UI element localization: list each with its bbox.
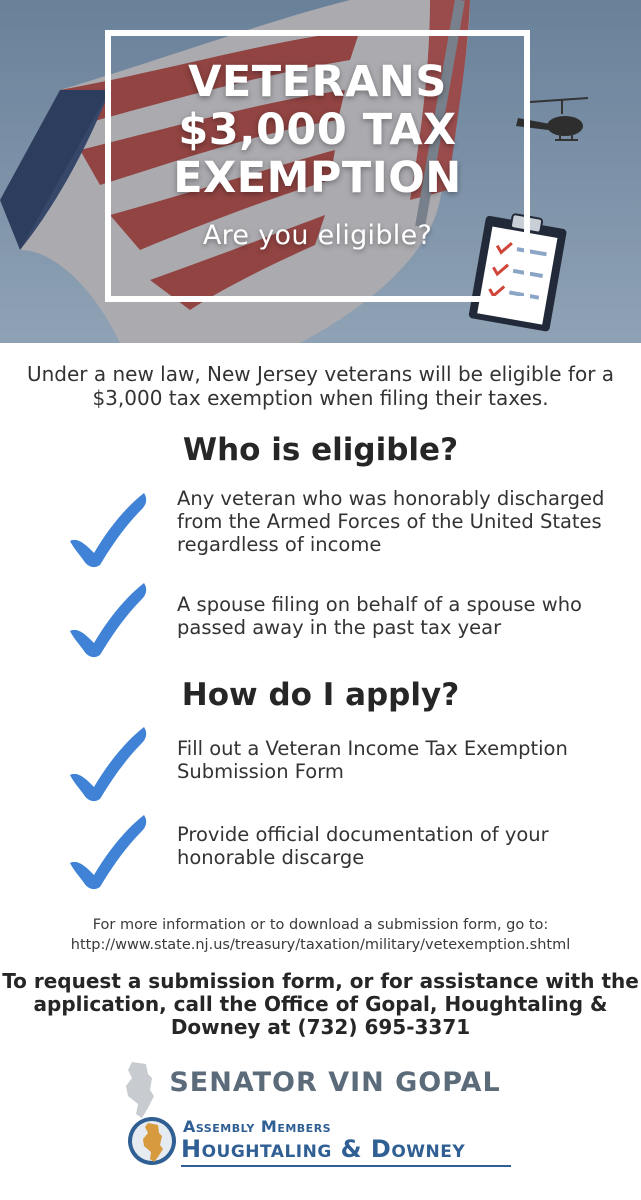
title-line-2: $3,000 TAX bbox=[178, 105, 457, 155]
title-box bbox=[105, 30, 530, 302]
eligible-item-text: Any veteran who was honorably discharged from the Armed Forces of the United States regardless of income bbox=[177, 487, 605, 556]
assembly-label: Assembly Members bbox=[183, 1117, 332, 1136]
apply-item-text: Provide official documentation of your honorable discarge bbox=[177, 823, 549, 869]
assembly-names: Houghtaling & Downey bbox=[181, 1135, 466, 1163]
more-info-url[interactable]: http://www.state.nj.us/treasury/taxation/military/vetexemption.shtml bbox=[70, 937, 571, 953]
apply-heading: How do I apply? bbox=[181, 677, 460, 713]
title-line-3: EXEMPTION bbox=[173, 153, 462, 203]
check-icon bbox=[64, 811, 150, 891]
more-info bbox=[0, 915, 641, 955]
senator-name: SENATOR VIN GOPAL bbox=[169, 1067, 501, 1098]
title-line-1: VETERANS bbox=[188, 57, 447, 107]
apply-item-text: Fill out a Veteran Income Tax Exemption Submission Form bbox=[177, 737, 568, 783]
check-icon bbox=[64, 723, 150, 803]
hero-banner bbox=[0, 0, 641, 343]
hero-subtitle: Are you eligible? bbox=[202, 220, 433, 251]
senator-logo bbox=[0, 1065, 641, 1105]
assembly-logo bbox=[0, 1113, 641, 1173]
intro-text: Under a new law, New Jersey veterans will be eligible for a $3,000 tax exemption when filing their taxes. bbox=[26, 362, 615, 410]
check-icon bbox=[64, 489, 150, 569]
check-icon bbox=[64, 579, 150, 659]
eligible-heading: Who is eligible? bbox=[182, 432, 459, 468]
eligible-item-text: A spouse filing on behalf of a spouse who passed away in the past tax year bbox=[177, 593, 582, 639]
more-info-text: For more information or to download a submission form, go to: bbox=[92, 917, 549, 933]
assembly-underline bbox=[181, 1165, 511, 1167]
seal-icon bbox=[126, 1115, 178, 1167]
call-to-action: To request a submission form, or for assistance with the application, call the Office of Gopal, Houghtaling & Downey at (732) 695-3371 bbox=[2, 969, 639, 1039]
